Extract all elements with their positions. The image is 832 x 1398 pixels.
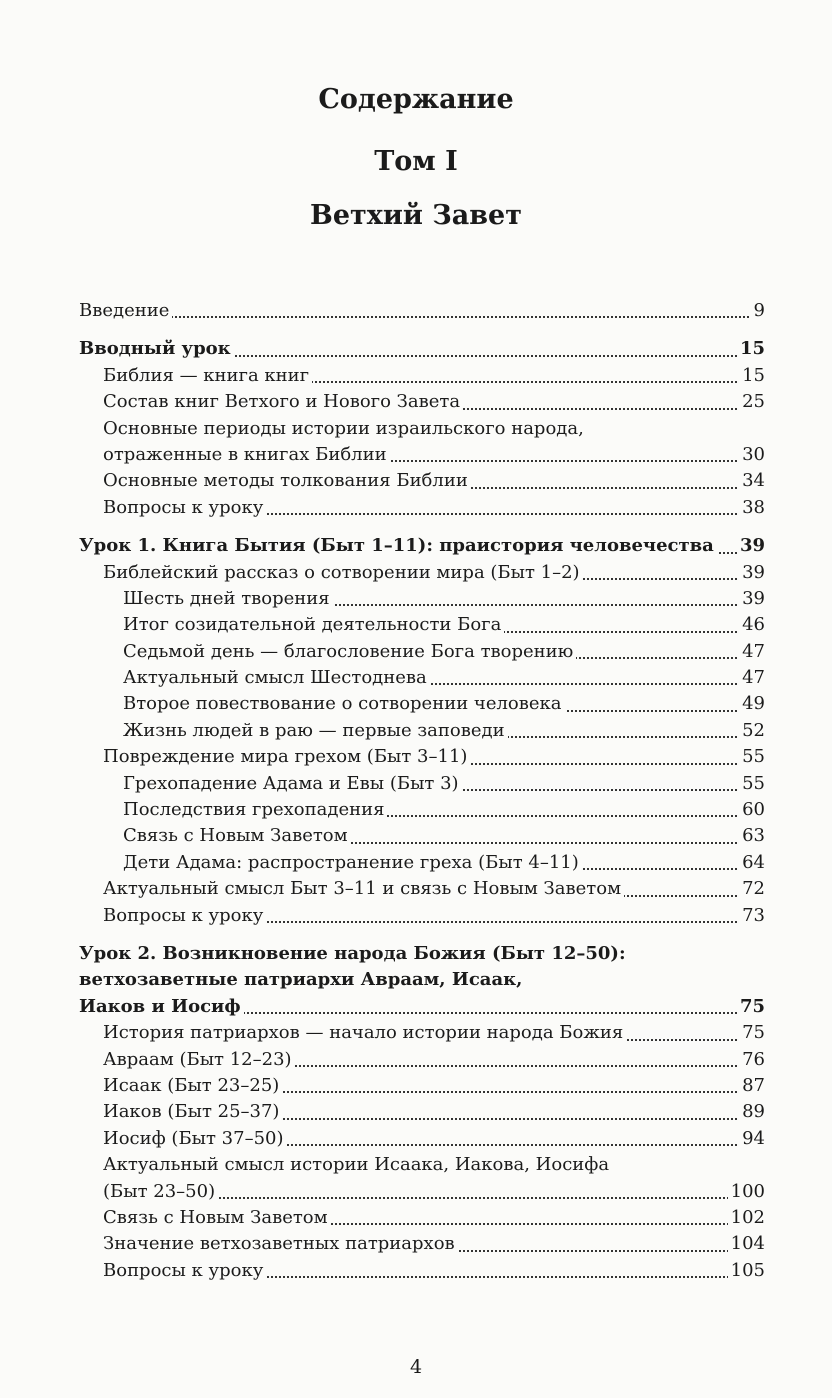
toc-entry[interactable] (79, 533, 765, 559)
toc-entry-title: Вводный урок (79, 336, 234, 362)
toc-entry[interactable] (79, 903, 765, 929)
toc-entry[interactable] (79, 586, 765, 612)
toc-entry-title: Состав книг Ветхого и Нового Завета (103, 389, 463, 415)
toc-entry-title: Значение ветхозаветных патриархов (103, 1231, 458, 1257)
toc-entry[interactable] (79, 665, 765, 691)
toc-entry-page: 39 (739, 586, 765, 612)
toc-entry-page: 30 (739, 442, 765, 468)
toc-entry-page: 87 (739, 1073, 765, 1099)
toc-entry-title: Иаков (Быт 25–37) (103, 1099, 282, 1125)
toc-entry-page: 63 (739, 823, 765, 849)
toc-entry[interactable] (79, 363, 765, 389)
toc-entry-page: 25 (739, 389, 765, 415)
toc-entry-page: 55 (739, 744, 765, 770)
toc-entry-page: 75 (739, 1020, 765, 1046)
toc-entry[interactable] (79, 1047, 765, 1073)
toc-entry-title-line: Актуальный смысл истории Исаака, Иакова, Иосифа (103, 1154, 610, 1176)
toc-entry-title-line: ветхозаветные патриархи Авраам, Исаак, (79, 969, 523, 991)
toc-entry[interactable] (79, 298, 765, 324)
toc-entry-title: Актуальный смысл Шестоднева (123, 665, 430, 691)
toc-entry-page: 15 (737, 336, 765, 362)
toc-entry-title: Последствия грехопадения (123, 797, 387, 823)
toc-entry[interactable] (79, 495, 765, 521)
toc-entry-title: Библейский рассказ о сотворении мира (Быт 1–2) (103, 560, 583, 586)
toc-entry-page: 64 (739, 850, 765, 876)
toc-entry-page: 39 (739, 560, 765, 586)
section-gap (79, 521, 765, 533)
toc-entry-page: 38 (739, 495, 765, 521)
toc-entry[interactable] (79, 771, 765, 797)
section-gap (79, 929, 765, 941)
toc-entry-title: Актуальный смысл Быт 3–11 и связь с Новым Заветом (103, 876, 624, 902)
toc-entry-page: 104 (728, 1231, 765, 1257)
toc-entry-page: 100 (728, 1179, 765, 1205)
toc-entry[interactable] (79, 797, 765, 823)
toc-entry[interactable] (79, 389, 765, 415)
toc-entry-title: Основные методы толкования Библии (103, 468, 471, 494)
toc-entry[interactable] (79, 744, 765, 770)
toc-entry-title: История патриархов — начало истории народа Божия (103, 1020, 626, 1046)
toc-entry[interactable] (79, 876, 765, 902)
toc-entry-title: Библия — книга книг (103, 363, 312, 389)
toc-entry-title-line: Урок 2. Возникновение народа Божия (Быт 12–50): (79, 942, 626, 964)
toc-entry-page: 34 (739, 468, 765, 494)
toc-entry-title: Связь с Новым Заветом (123, 823, 351, 849)
toc-entry[interactable] (79, 1258, 765, 1284)
toc-entry-page: 60 (739, 797, 765, 823)
toc-entry[interactable] (79, 1073, 765, 1099)
toc-entry-title: Вопросы к уроку (103, 495, 266, 521)
toc-entry-page: 9 (751, 298, 765, 324)
page-title: Содержание (318, 84, 514, 115)
toc-entry[interactable] (79, 560, 765, 586)
toc-entry-title-line: Основные периоды истории израильского народа, (103, 417, 584, 439)
toc-entry-page: 105 (728, 1258, 765, 1284)
volume-heading: Том I (374, 146, 458, 177)
toc-entry[interactable] (79, 850, 765, 876)
toc-entry-page: 72 (739, 876, 765, 902)
toc-entry-title: Иаков и Иосиф (79, 994, 244, 1020)
toc-entry[interactable] (79, 639, 765, 665)
toc-entry[interactable] (79, 612, 765, 638)
toc-entry-title: Вопросы к уроку (103, 903, 266, 929)
toc-entry[interactable] (79, 691, 765, 717)
toc-entry[interactable] (79, 1099, 765, 1125)
toc-entry[interactable] (79, 823, 765, 849)
toc-entry-page: 89 (739, 1099, 765, 1125)
toc-entry-title: Жизнь людей в раю — первые заповеди (123, 718, 508, 744)
toc-entry-title: Иосиф (Быт 37–50) (103, 1126, 287, 1152)
toc-entry[interactable] (79, 718, 765, 744)
toc-entry-title: Исаак (Быт 23–25) (103, 1073, 282, 1099)
toc-entry-page: 47 (739, 665, 765, 691)
toc-entry-page: 102 (728, 1205, 765, 1231)
toc-entry[interactable] (79, 1205, 765, 1231)
toc-entry-title: Авраам (Быт 12–23) (103, 1047, 295, 1073)
toc-entry-page: 39 (737, 533, 765, 559)
toc-entry-page: 75 (737, 994, 765, 1020)
toc-entry-page: 55 (739, 771, 765, 797)
toc-entry[interactable] (79, 1126, 765, 1152)
section-gap (79, 324, 765, 336)
toc-entry-title: Повреждение мира грехом (Быт 3–11) (103, 744, 470, 770)
toc-entry[interactable] (79, 994, 765, 1020)
toc-entry-page: 49 (739, 691, 765, 717)
leader-dots (79, 316, 765, 318)
toc-entry-title: Урок 1. Книга Бытия (Быт 1–11): праистория человечества (79, 533, 717, 559)
toc-entry-page: 15 (739, 363, 765, 389)
toc-entry-page: 47 (739, 639, 765, 665)
toc-entry-title: Шесть дней творения (123, 586, 333, 612)
part-heading: Ветхий Завет (310, 200, 522, 231)
toc-entry-page: 73 (739, 903, 765, 929)
toc-entry-title: Грехопадение Адама и Евы (Быт 3) (123, 771, 462, 797)
toc-entry-page: 76 (739, 1047, 765, 1073)
toc-entry[interactable] (79, 1231, 765, 1257)
toc-entry-title: Дети Адама: распространение греха (Быт 4–11) (123, 850, 582, 876)
toc-entry-title: Связь с Новым Заветом (103, 1205, 331, 1231)
toc-entry[interactable] (79, 1179, 765, 1205)
toc-entry-title: Седьмой день — благословение Бога творению (123, 639, 576, 665)
toc-entry[interactable] (79, 336, 765, 362)
toc-entry[interactable] (79, 442, 765, 468)
toc-entry-title: отраженные в книгах Библии (103, 442, 390, 468)
toc-entry-title: Вопросы к уроку (103, 1258, 266, 1284)
toc-entry-page: 94 (739, 1126, 765, 1152)
toc-entry[interactable] (79, 468, 765, 494)
toc-entry-title: Введение (79, 298, 172, 324)
page-number: 4 (409, 1356, 423, 1378)
toc-entry-page: 46 (739, 612, 765, 638)
table-of-contents (79, 298, 765, 1284)
toc-entry-title: (Быт 23–50) (103, 1179, 218, 1205)
toc-entry[interactable] (79, 1020, 765, 1046)
toc-entry-title: Итог созидательной деятельности Бога (123, 612, 504, 638)
toc-entry-title: Второе повествование о сотворении человека (123, 691, 565, 717)
toc-entry-page: 52 (739, 718, 765, 744)
